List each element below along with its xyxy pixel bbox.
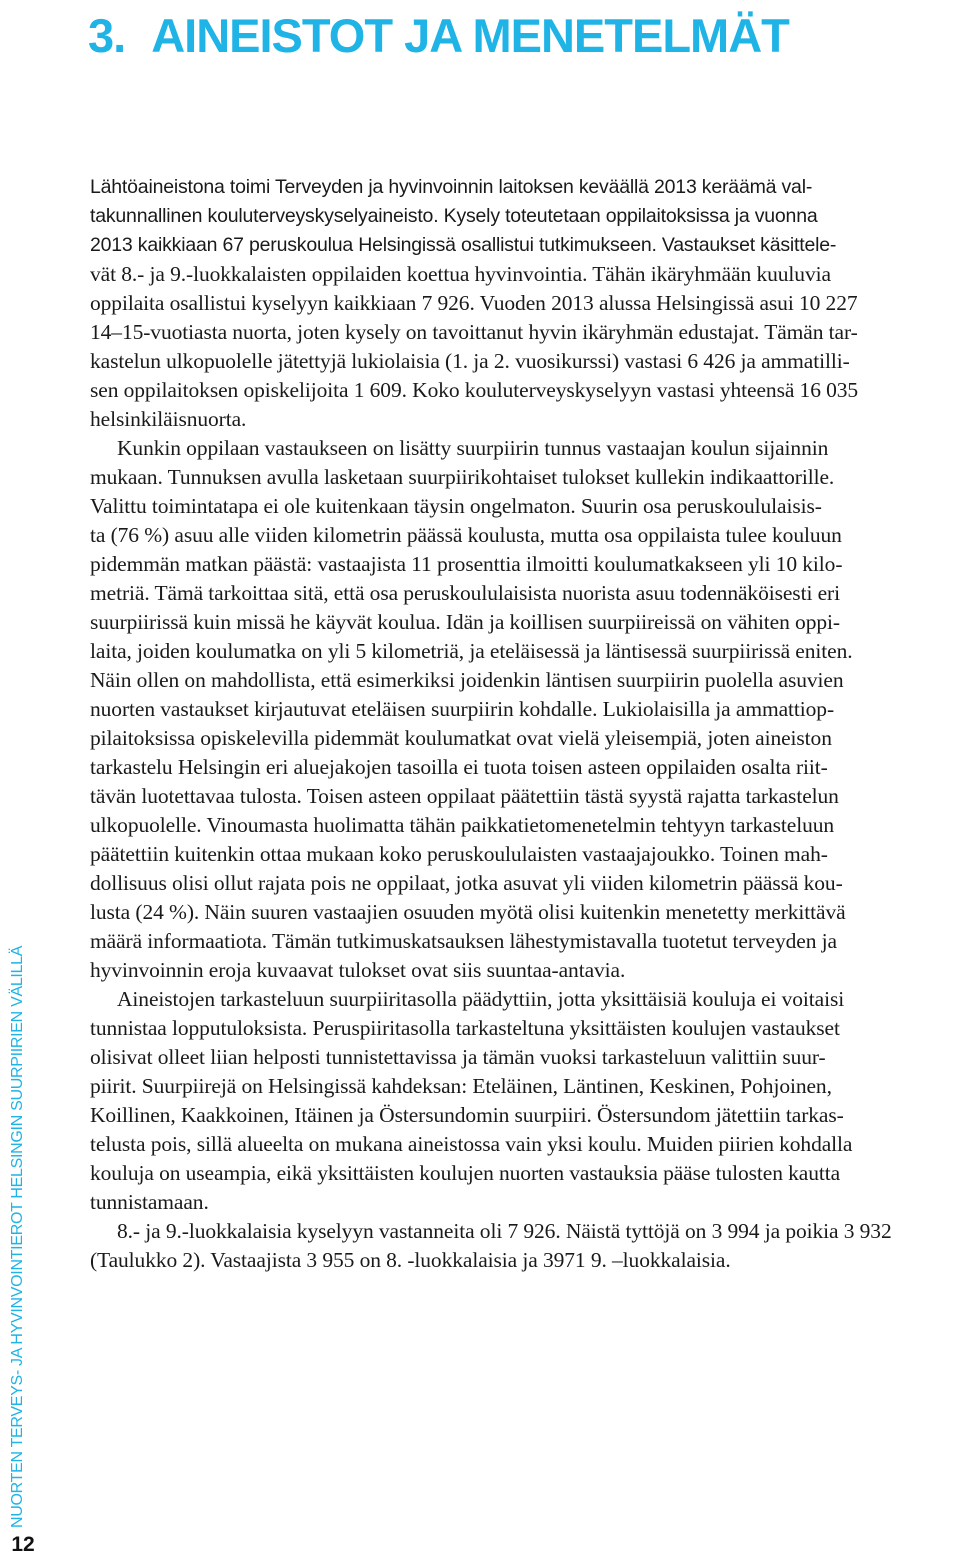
body-line: helsinkiläisnuorta. — [90, 407, 247, 431]
body-line: kouluja on useampia, eikä yksittäisten koulujen nuorten vastauksia pääse tulosten kautta — [90, 1161, 841, 1185]
body-line: Kunkin oppilaan vastaukseen on lisätty suurpiirin tunnus vastaajan koulun sijainnin — [117, 436, 829, 460]
body-line: hyvinvoinnin eroja kuvaavat tulokset ovat siis suuntaa-antavia. — [90, 958, 626, 982]
body-line: suurpiirissä kuin missä he käyvät koulua. Idän ja koillisen suurpiireissä on vähiten oppi- — [90, 610, 840, 634]
body-line: päätettiin kuitenkin ottaa mukaan koko peruskoululaisten vastaajajoukko. Toinen mah- — [90, 842, 828, 866]
body-line: vät 8.- ja 9.-luokkalaisten oppilaiden koettua hyvinvointia. Tähän ikäryhmään kuuluvia — [90, 262, 831, 286]
body-text — [90, 173, 960, 1275]
body-line: 14–15-vuotiasta nuorta, joten kysely on tavoittanut hyvin ikäryhmän edustajat. Tämän tar- — [90, 320, 858, 344]
body-line: 8.- ja 9.-luokkalaisia kyselyyn vastanneita oli 7 926. Näistä tyttöjä on 3 994 ja poikia 3 932 — [117, 1219, 892, 1243]
body-line: tävän luotettavaa tulosta. Toisen asteen oppilaat päätettiin tästä syystä rajatta tarkastelun — [90, 784, 839, 808]
page-number: 12 — [11, 1533, 35, 1556]
body-line: telusta pois, sillä alueelta on mukana aineistossa vain yksi koulu. Muiden piirien kohdalla — [90, 1132, 853, 1156]
body-line: takunnallinen kouluterveyskyselyaineisto. Kysely toteutetaan oppilaitoksissa ja vuonna — [90, 205, 818, 227]
body-line: metriä. Tämä tarkoittaa sitä, että osa peruskoululaisista nuorista asuu todennäköisesti eri — [90, 581, 840, 605]
body-line: pilaitoksissa opiskelevilla pidemmät koulumatkat ovat vielä yleisempiä, joten aineiston — [90, 726, 832, 750]
body-line: Koillinen, Kaakkoinen, Itäinen ja Östersundomin suurpiiri. Östersundom jätettiin tarkas- — [90, 1103, 844, 1127]
body-line: sen oppilaitoksen opiskelijoita 1 609. Koko kouluterveyskyselyyn vastasi yhteensä 16 035 — [90, 378, 859, 402]
body-line: ulkopuolelle. Vinoumasta huolimatta tähän paikkatietomenetelmin tehtyyn tarkasteluun — [90, 813, 835, 837]
body-line: Valittu toimintatapa ei ole kuitenkaan täysin ongelmaton. Suurin osa peruskoululaisis- — [90, 494, 822, 518]
body-line: Näin ollen on mahdollista, että esimerkiksi joidenkin läntisen suurpiirin puolella asuvien — [90, 668, 844, 692]
body-line: tunnistamaan. — [90, 1190, 209, 1214]
chapter-title: AINEISTOT JA MENETELMÄT — [151, 9, 789, 62]
body-line: kastelun ulkopuolelle jätettyjä lukiolaisia (1. ja 2. vuosikurssi) vastasi 6 426 ja ammatilli- — [90, 349, 850, 373]
running-title: NUORTEN TERVEYS- JA HYVINVOINTIEROT HELSINGIN SUURPIIRIEN VÄLILLÄ — [9, 945, 26, 1528]
body-line: oppilaita osallistui kyselyyn kaikkiaan 7 926. Vuoden 2013 alussa Helsingissä asui 10 227 — [90, 291, 858, 315]
body-line: piirit. Suurpiirejä on Helsingissä kahdeksan: Eteläinen, Läntinen, Keskinen, Pohjoinen, — [90, 1074, 832, 1098]
body-line: määrä informaatiota. Tämän tutkimuskatsauksen lähestymistavalla tuotetut terveyden ja — [90, 929, 837, 953]
body-line: dollisuus olisi ollut rajata pois ne oppilaat, jotka asuvat yli viiden kilometrin päässä kou- — [90, 871, 843, 895]
body-line: Lähtöaineistona toimi Terveyden ja hyvinvoinnin laitoksen keväällä 2013 keräämä val- — [90, 176, 813, 198]
body-line: tarkastelu Helsingin eri aluejakojen tasoilla ei tuota toisen asteen oppilaiden osalta riit- — [90, 755, 828, 779]
body-line: olisivat olleet liian helposti tunnistettavissa ja tämän vuoksi tarkasteluun valittiin suur- — [90, 1045, 826, 1069]
body-line: laita, joiden koulumatka on yli 5 kilometriä, ja eteläisessä ja läntisessä suurpiirissä eniten. — [90, 639, 853, 663]
body-line: nuorten vastaukset kirjautuvat eteläisen suurpiirin kohdalle. Lukiolaisilla ja ammattiop- — [90, 697, 834, 721]
body-line: tunnistaa lopputuloksista. Peruspiiritasolla tarkasteltuna yksittäisten koulujen vastaukset — [90, 1016, 840, 1040]
chapter-number: 3. — [88, 9, 126, 62]
body-line: lusta (24 %). Näin suuren vastaajien osuuden myötä olisi kuitenkin menetetty merkittävä — [90, 900, 846, 924]
body-line: Aineistojen tarkasteluun suurpiiritasolla päädyttiin, jotta yksittäisiä kouluja ei voitaisi — [117, 987, 845, 1011]
body-line: 2013 kaikkiaan 67 peruskoulua Helsingissä osallistui tutkimukseen. Vastaukset käsittele- — [90, 234, 837, 256]
body-line: (Taulukko 2). Vastaajista 3 955 on 8. -luokkalaisia ja 3971 9. –luokkalaisia. — [90, 1248, 731, 1272]
body-line: pidemmän matkan päästä: vastaajista 11 prosenttia ilmoitti koulumatkakseen yli 10 kilo- — [90, 552, 843, 576]
chapter-heading — [88, 8, 789, 64]
body-line: ta (76 %) asuu alle viiden kilometrin päässä koulusta, mutta osa oppilaista tulee kouluun — [90, 523, 842, 547]
body-line: mukaan. Tunnuksen avulla lasketaan suurpiirikohtaiset tulokset kullekin indikaattorille. — [90, 465, 835, 489]
